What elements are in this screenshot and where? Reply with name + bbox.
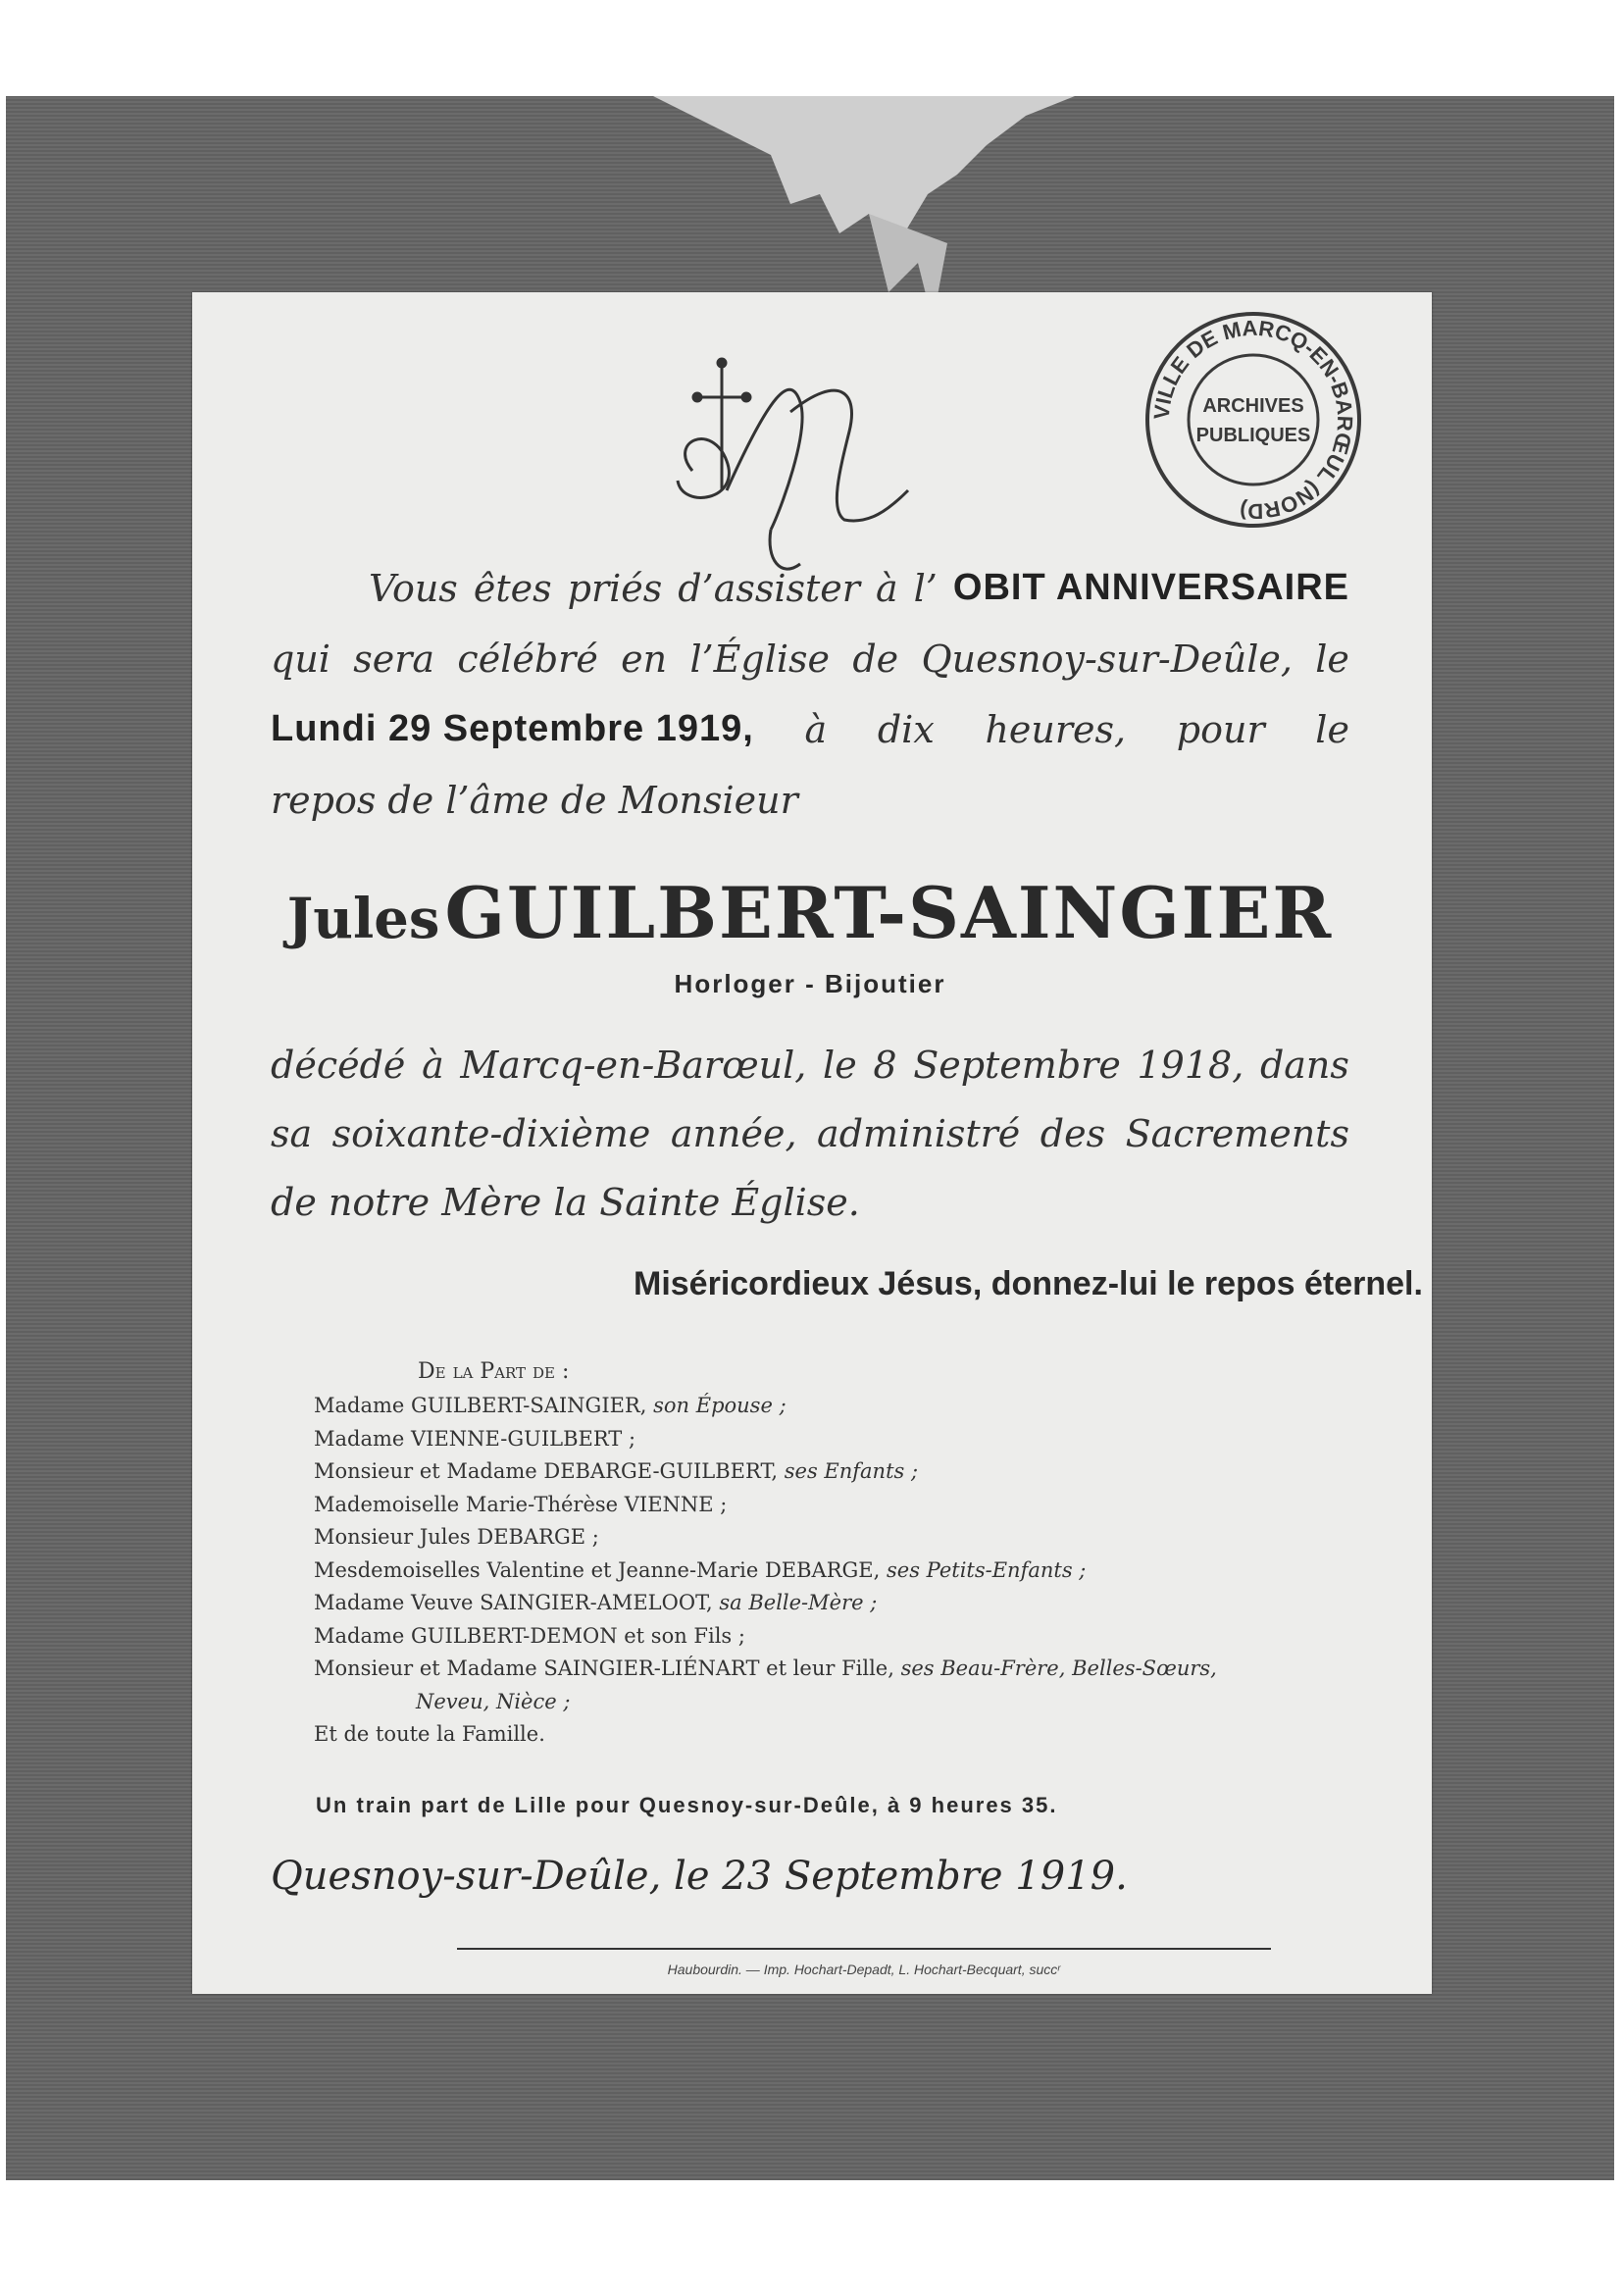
family-row xyxy=(314,1455,1373,1489)
family-row xyxy=(314,1390,1373,1423)
word: le xyxy=(1315,637,1349,681)
family-name: Madame Veuve SAINGIER-AMELOOT, xyxy=(314,1591,713,1614)
family-list xyxy=(314,1359,1373,1752)
deceased-last-name: GUILBERT-SAINGIER xyxy=(444,871,1334,954)
word: de xyxy=(852,637,899,681)
family-role: Neveu, Nièce ; xyxy=(416,1689,571,1713)
word: priés xyxy=(567,567,663,610)
word: à xyxy=(804,708,828,751)
family-row xyxy=(314,1489,1373,1522)
place-date: Quesnoy-sur-Deûle, le 23 Septembre 1919. xyxy=(271,1854,1128,1899)
family-row xyxy=(314,1620,1373,1654)
word: à xyxy=(875,567,898,610)
ceremony-date: Lundi 29 Septembre 1919, xyxy=(271,708,754,749)
word: Sacrements xyxy=(1125,1112,1349,1155)
obituary-card xyxy=(192,292,1432,1994)
family-name: Monsieur Jules DEBARGE ; xyxy=(314,1525,599,1549)
family-name: Madame GUILBERT-DEMON et son Fils ; xyxy=(314,1623,745,1648)
word: le xyxy=(1315,708,1349,751)
invitation-line-1 xyxy=(369,567,1349,610)
family-row xyxy=(314,1718,1373,1752)
word: l’ xyxy=(913,567,938,610)
obit-title: OBIT ANNIVERSAIRE xyxy=(952,567,1349,608)
invitation-line-3 xyxy=(271,708,1349,751)
deceased-name xyxy=(271,871,1349,954)
family-row xyxy=(314,1686,1373,1719)
family-name: Monsieur et Madame SAINGIER-LIÉNART et leur Fille, xyxy=(314,1657,894,1680)
word: heures, xyxy=(985,708,1127,751)
word: célébré xyxy=(457,637,598,681)
word: dans xyxy=(1259,1044,1349,1087)
word: année, xyxy=(670,1112,797,1155)
family-name: Madame GUILBERT-SAINGIER, xyxy=(314,1394,647,1417)
stamp-center-line2: PUBLIQUES xyxy=(1195,425,1311,446)
family-role: ses Enfants ; xyxy=(784,1459,919,1483)
death-line-1 xyxy=(271,1044,1349,1087)
word: Septembre xyxy=(913,1044,1121,1087)
word: qui xyxy=(271,637,330,681)
stamp-center-line1: ARCHIVES xyxy=(1202,395,1304,417)
word: Quesnoy-sur-Deûle, xyxy=(921,637,1293,681)
word: dix xyxy=(877,708,935,751)
death-line-2 xyxy=(271,1112,1349,1155)
family-name: Et de toute la Famille. xyxy=(314,1722,545,1746)
cross-monogram-icon xyxy=(673,353,947,598)
invitation-line-2 xyxy=(271,637,1349,681)
deceased-profession: Horloger - Bijoutier xyxy=(674,969,946,998)
family-row xyxy=(314,1587,1373,1620)
word: 8 xyxy=(873,1044,897,1087)
word: sera xyxy=(353,637,435,681)
word: Vous xyxy=(369,567,458,610)
stamp-ring-text: VILLE DE MARCQ-EN-BARŒUL (NORD) xyxy=(1148,315,1358,525)
family-role: ses Petits-Enfants ; xyxy=(886,1557,1087,1582)
family-name: Madame VIENNE-GUILBERT ; xyxy=(314,1426,636,1451)
word: des xyxy=(1040,1112,1106,1155)
family-name: Mademoiselle Marie-Thérèse VIENNE ; xyxy=(314,1492,728,1516)
archives-stamp xyxy=(1136,302,1371,537)
deceased-first-name: Jules xyxy=(286,887,440,951)
svg-text:VILLE DE MARCQ-EN-BARŒUL (NORD xyxy=(1149,316,1357,524)
family-heading: De la Part de : xyxy=(418,1359,570,1384)
train-notice: Un train part de Lille pour Quesnoy-sur-Deûle, à 9 heures 35. xyxy=(316,1793,1058,1817)
word: à xyxy=(422,1044,444,1087)
family-row xyxy=(314,1521,1373,1555)
word: êtes xyxy=(473,567,552,610)
word: sa xyxy=(271,1112,313,1155)
printer-imprint: Haubourdin. — Imp. Hochart-Depadt, L. Hochart-Becquart, succʳ xyxy=(667,1962,1061,1977)
family-role: sa Belle-Mère ; xyxy=(719,1591,878,1614)
divider xyxy=(457,1948,1271,1950)
word: administré xyxy=(817,1112,1021,1155)
word: soixante-dixième xyxy=(331,1112,651,1155)
word: le xyxy=(823,1044,857,1087)
death-line-3: de notre Mère la Sainte Église. xyxy=(271,1181,860,1224)
family-name: Mesdemoiselles Valentine et Jeanne-Marie DEBARGE, xyxy=(314,1557,881,1582)
family-name: Monsieur et Madame DEBARGE-GUILBERT, xyxy=(314,1459,779,1483)
word: décédé xyxy=(271,1044,406,1087)
family-row xyxy=(314,1423,1373,1456)
prayer-line: Miséricordieux Jésus, donnez-lui le repos éternel. xyxy=(634,1265,1423,1302)
family-row xyxy=(314,1653,1373,1686)
word: pour xyxy=(1176,708,1265,751)
family-role: ses Beau-Frère, Belles-Sœurs, xyxy=(900,1657,1217,1680)
invitation-line-4: repos de l’âme de Monsieur xyxy=(271,779,798,822)
word: en xyxy=(621,637,668,681)
word: Marcq-en-Barœul, xyxy=(460,1044,807,1087)
word: l’Église xyxy=(689,637,831,681)
word: 1918, xyxy=(1137,1044,1244,1087)
family-row xyxy=(314,1555,1373,1588)
word: d’assister xyxy=(678,567,860,610)
family-role: son Épouse ; xyxy=(653,1394,787,1417)
